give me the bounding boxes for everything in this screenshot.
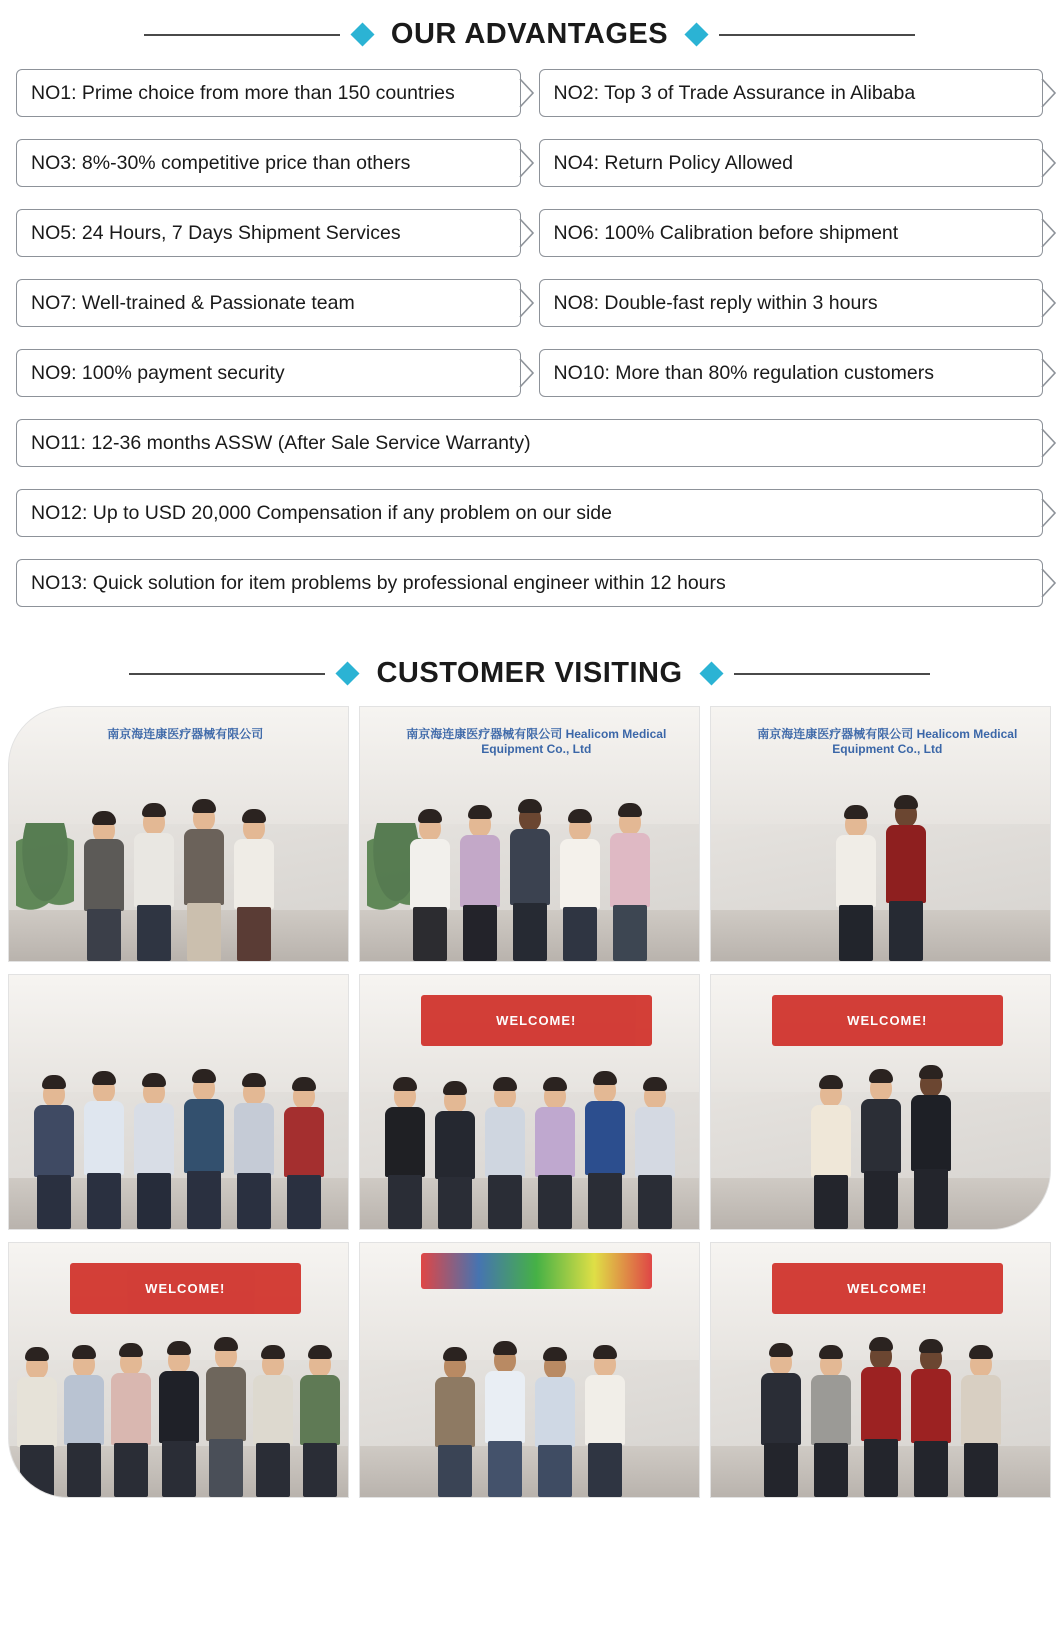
photo-people <box>360 763 699 961</box>
photo-company-caption: 南京海连康医疗器械有限公司 Healicom Medical Equipment Co., Ltd <box>406 727 667 757</box>
flags-decoration <box>421 1253 652 1289</box>
advantage-text: NO13: Quick solution for item problems by professional engineer within 12 hours <box>16 559 1043 607</box>
photo-people <box>711 763 1050 961</box>
customer-visiting-title: CUSTOMER VISITING <box>376 657 683 689</box>
heading-rule-right <box>719 34 915 36</box>
arrow-icon <box>519 218 535 248</box>
customer-photo <box>359 706 700 962</box>
advantage-item <box>539 209 1044 257</box>
photo-people <box>9 1031 348 1229</box>
arrow-icon <box>1041 218 1057 248</box>
heading-rule-left <box>144 34 340 36</box>
heading-rule-left <box>129 673 325 675</box>
photo-people <box>711 1299 1050 1497</box>
advantage-item <box>16 559 1043 607</box>
advantage-item <box>16 489 1043 537</box>
arrow-icon <box>519 148 535 178</box>
arrow-icon <box>519 78 535 108</box>
advantage-text: NO8: Double-fast reply within 3 hours <box>539 279 1044 327</box>
advantage-row <box>16 279 1043 327</box>
customer-photo <box>710 706 1051 962</box>
arrow-icon <box>519 288 535 318</box>
advantages-list <box>0 61 1059 607</box>
customer-photo <box>8 1242 349 1498</box>
advantage-row <box>16 419 1043 467</box>
photo-people <box>711 1031 1050 1229</box>
photo-company-caption: 南京海连康医疗器械有限公司 Healicom Medical Equipment Co., Ltd <box>757 727 1018 757</box>
advantage-row <box>16 69 1043 117</box>
arrow-icon <box>1041 288 1057 318</box>
customer-photo-gallery <box>0 700 1059 1528</box>
advantage-text: NO5: 24 Hours, 7 Days Shipment Services <box>16 209 521 257</box>
advantage-text: NO2: Top 3 of Trade Assurance in Alibaba <box>539 69 1044 117</box>
advantage-text: NO11: 12-36 months ASSW (After Sale Service Warranty) <box>16 419 1043 467</box>
advantage-item <box>16 279 521 327</box>
advantage-text: NO1: Prime choice from more than 150 countries <box>16 69 521 117</box>
advantage-item <box>16 419 1043 467</box>
advantage-item <box>539 349 1044 397</box>
photo-people <box>360 1031 699 1229</box>
advantage-text: NO10: More than 80% regulation customers <box>539 349 1044 397</box>
photo-row <box>8 706 1051 962</box>
advantage-row <box>16 489 1043 537</box>
advantage-text: NO9: 100% payment security <box>16 349 521 397</box>
photo-people <box>9 763 348 961</box>
arrow-icon <box>1041 428 1057 458</box>
arrow-icon <box>1041 568 1057 598</box>
advantage-text: NO4: Return Policy Allowed <box>539 139 1044 187</box>
advantage-text: NO3: 8%-30% competitive price than others <box>16 139 521 187</box>
diamond-icon <box>685 22 709 46</box>
advantage-item <box>16 209 521 257</box>
advantage-text: NO6: 100% Calibration before shipment <box>539 209 1044 257</box>
heading-rule-right <box>734 673 930 675</box>
advantage-row <box>16 349 1043 397</box>
welcome-banner: WELCOME! <box>421 995 652 1046</box>
arrow-icon <box>1041 358 1057 388</box>
advantages-title: OUR ADVANTAGES <box>390 18 669 50</box>
advantage-row <box>16 139 1043 187</box>
customer-photo <box>8 706 349 962</box>
customer-photo <box>359 974 700 1230</box>
photo-company-caption: 南京海连康医疗器械有限公司 <box>107 727 264 742</box>
diamond-icon <box>336 661 360 685</box>
customer-photo <box>8 974 349 1230</box>
advantage-row <box>16 209 1043 257</box>
advantage-item <box>16 69 521 117</box>
customer-visiting-heading <box>0 629 1059 700</box>
welcome-banner: WELCOME! <box>772 1263 1003 1314</box>
photo-row <box>8 1242 1051 1498</box>
advantage-row <box>16 559 1043 607</box>
welcome-banner: WELCOME! <box>70 1263 301 1314</box>
welcome-banner: WELCOME! <box>772 995 1003 1046</box>
advantage-text: NO7: Well-trained & Passionate team <box>16 279 521 327</box>
advantage-item <box>16 139 521 187</box>
arrow-icon <box>1041 498 1057 528</box>
customer-photo <box>710 1242 1051 1498</box>
advantage-text: NO12: Up to USD 20,000 Compensation if any problem on our side <box>16 489 1043 537</box>
photo-people <box>360 1299 699 1497</box>
advantage-item <box>539 279 1044 327</box>
advantage-item <box>16 349 521 397</box>
customer-photo <box>710 974 1051 1230</box>
arrow-icon <box>519 358 535 388</box>
photo-row <box>8 974 1051 1230</box>
photo-people <box>9 1299 348 1497</box>
advantages-heading <box>0 0 1059 61</box>
arrow-icon <box>1041 148 1057 178</box>
diamond-icon <box>350 22 374 46</box>
diamond-icon <box>699 661 723 685</box>
advantage-item <box>539 139 1044 187</box>
customer-photo <box>359 1242 700 1498</box>
arrow-icon <box>1041 78 1057 108</box>
advantage-item <box>539 69 1044 117</box>
